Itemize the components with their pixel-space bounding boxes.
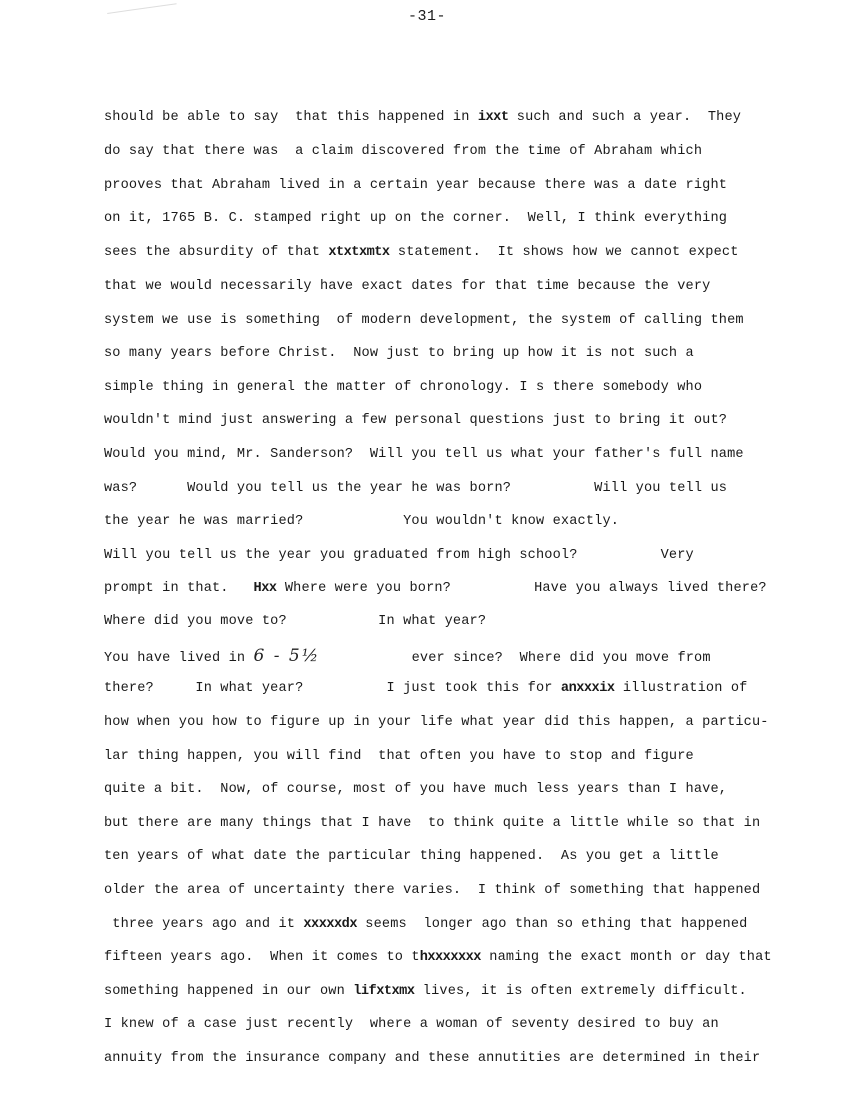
line-text: such and such a year. They: [508, 110, 742, 125]
text-line: [104, 279, 710, 295]
line-text: lives, it is often extremely difficult.: [414, 984, 747, 999]
text-line: [104, 883, 760, 899]
text-line: [104, 950, 772, 966]
line-text: I knew of a case just recently where a woman of seventy desired to buy an: [104, 1017, 719, 1032]
line-text: ten years of what date the particular thing happened. As you get a little: [104, 849, 719, 864]
line-text: on it, 1765 B. C. stamped right up on the corner. Well, I think everything: [104, 211, 728, 226]
line-text: that we would necessarily have exact dates for that time because the very: [104, 279, 711, 294]
line-text: wouldn't mind just answering a few personal questions just to bring it out?: [104, 413, 728, 428]
line-text: naming the exact month or day that: [480, 950, 772, 965]
struck-out-text: Hxx: [253, 581, 277, 596]
text-line: [104, 581, 767, 597]
page-number: -31-: [408, 8, 447, 25]
line-text: do say that there was a claim discovered from the time of Abraham which: [104, 144, 703, 159]
line-text: but there are many things that I have to think quite a little while so that in: [104, 816, 761, 831]
line-text: You have lived in: [104, 651, 254, 666]
text-line: [104, 380, 702, 396]
line-text: prompt in that.: [104, 581, 254, 596]
text-line: [104, 749, 694, 765]
line-text: fifteen years ago. When it comes to t: [104, 950, 420, 965]
text-line: [104, 514, 619, 530]
line-text: simple thing in general the matter of chronology. I s there somebody who: [104, 380, 703, 395]
text-line: [104, 447, 744, 463]
line-text: was? Would you tell us the year he was born? Will you tell us: [104, 481, 728, 496]
line-text: something happened in our own: [104, 984, 354, 999]
text-line: [104, 849, 719, 865]
struck-out-text: lifxtxmx: [353, 984, 415, 999]
line-text: there? In what year? I just took this for: [104, 681, 561, 696]
text-line: [104, 313, 744, 329]
line-text: should be able to say that this happened in: [104, 110, 478, 125]
text-line: [104, 481, 727, 497]
line-text: three years ago and it: [104, 917, 304, 932]
line-text: lar thing happen, you will find that often you have to stop and figure: [104, 749, 694, 764]
line-text: Would you mind, Mr. Sanderson? Will you tell us what your father's full name: [104, 447, 744, 462]
line-text: Where were you born? Have you always lived there?: [276, 581, 767, 596]
text-line: [104, 211, 727, 227]
line-text: Will you tell us the year you graduated from high school? Very: [104, 548, 694, 563]
line-text: illustration of: [614, 681, 748, 696]
handwritten-annotation: 6 - 5½: [253, 646, 321, 666]
text-line: [104, 110, 741, 126]
line-text: Where did you move to? In what year?: [104, 614, 487, 629]
line-text: ever since? Where did you move from: [320, 651, 711, 666]
text-line: [104, 648, 711, 667]
text-line: [104, 346, 694, 362]
struck-out-text: xtxtxmtx: [328, 245, 390, 260]
line-text: how when you how to figure up in your life what year did this happen, a particu-: [104, 715, 769, 730]
text-line: [104, 782, 727, 798]
struck-out-text: hxxxxxxx: [419, 950, 481, 965]
text-line: [104, 715, 769, 731]
text-line: [104, 1051, 760, 1067]
text-line: [104, 144, 702, 160]
text-line: [104, 548, 694, 564]
text-line: [104, 917, 747, 933]
text-line: [104, 245, 739, 261]
text-line: [104, 413, 727, 429]
line-text: quite a bit. Now, of course, most of you have much less years than I have,: [104, 782, 728, 797]
text-line: [104, 614, 486, 630]
text-line: [104, 1017, 719, 1033]
struck-out-text: anxxxix: [560, 681, 615, 696]
struck-out-text: ixxt: [477, 110, 509, 125]
line-text: older the area of uncertainty there varies. I think of something that happened: [104, 883, 761, 898]
struck-out-text: xxxxxdx: [303, 917, 357, 932]
line-text: system we use is something of modern development, the system of calling them: [104, 313, 744, 328]
text-line: [104, 984, 747, 1000]
line-text: the year he was married? You wouldn't know exactly.: [104, 514, 620, 529]
line-text: sees the absurdity of that: [104, 245, 329, 260]
text-line: [104, 681, 747, 697]
text-line: [104, 816, 760, 832]
line-text: prooves that Abraham lived in a certain year because there was a date right: [104, 178, 728, 193]
line-text: so many years before Christ. Now just to bring up how it is not such a: [104, 346, 694, 361]
line-text: seems longer ago than so ething that happened: [357, 917, 748, 932]
line-text: statement. It shows how we cannot expect: [389, 245, 739, 260]
text-line: [104, 178, 727, 194]
line-text: annuity from the insurance company and these annutities are determined in their: [104, 1051, 761, 1066]
